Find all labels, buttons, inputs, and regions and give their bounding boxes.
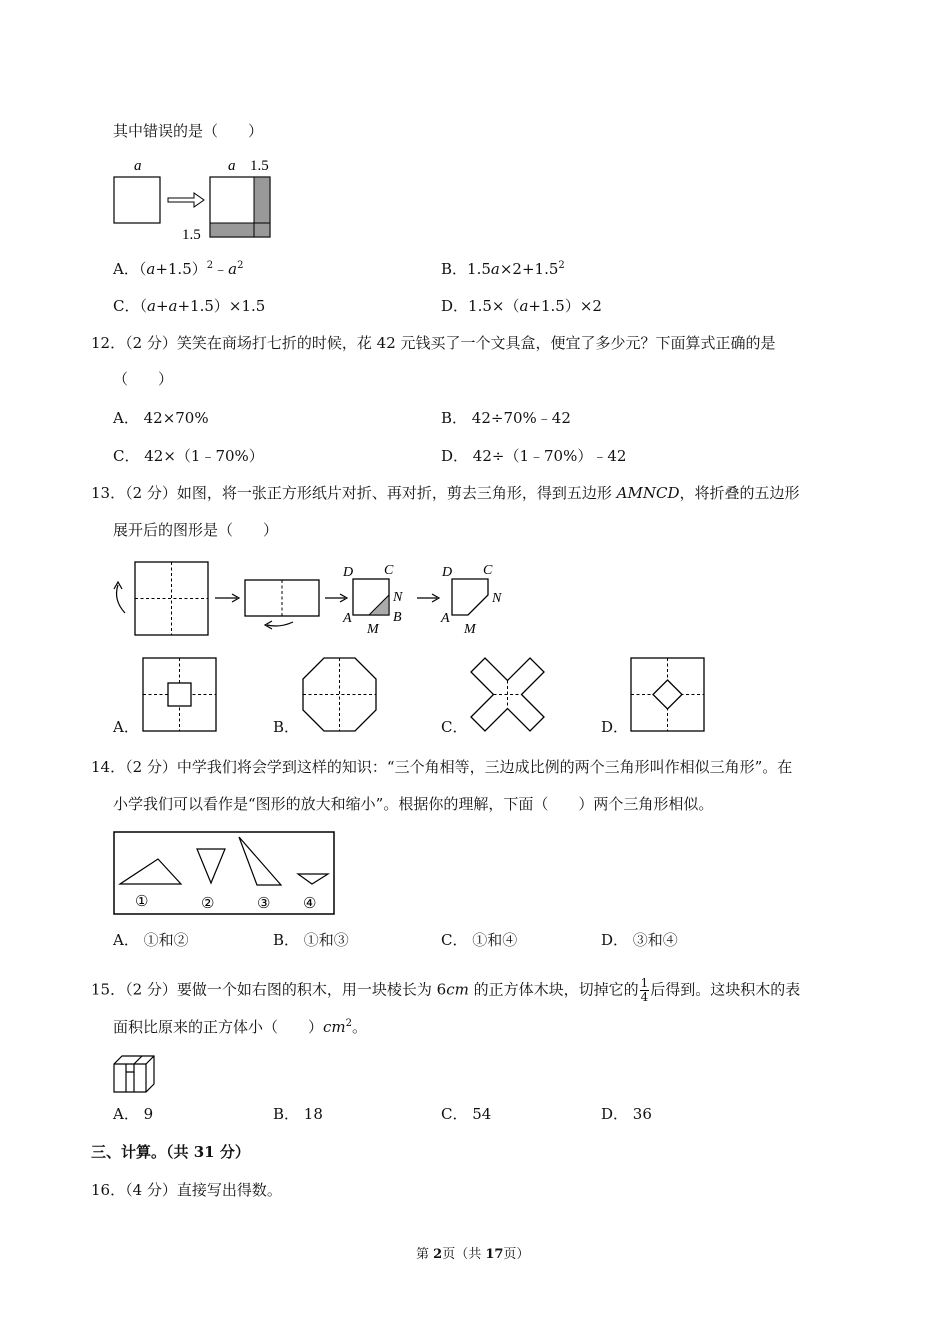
q15-option-a[interactable]: A． 9 (113, 1105, 154, 1123)
q12-stem-line2: （ ） (113, 370, 174, 388)
q11-label-n1: 1.5 (250, 158, 269, 174)
q13-choice-d-figure[interactable] (628, 655, 708, 735)
q11-option-a[interactable]: A．$(a+1.5)^2﹣a^2$ (113, 260, 244, 278)
svg-text:A: A (441, 611, 450, 626)
q11-option-c[interactable]: C．（a+a+1.5）×1.5 (113, 297, 266, 315)
q14-stem-line2: 小学我们可以看作是“图形的放大和缩小”。根据你的理解，下面（ ）两个三角形相似。 (113, 795, 714, 813)
q12-option-c[interactable]: C． 42×（1﹣70%） (113, 447, 264, 465)
svg-text:M: M (464, 622, 476, 637)
fraction: $\frac{1}{4}$ (640, 976, 649, 1004)
q15-option-b[interactable]: B． 18 (273, 1105, 323, 1123)
triangle-label-1: ① (135, 892, 149, 910)
q15-option-c[interactable]: C． 54 (441, 1105, 492, 1123)
q13-option-b[interactable]: B． (273, 718, 300, 736)
q14-option-c[interactable]: C． ①和④ (441, 931, 518, 949)
q13-stem-line1: 13．（2 分）如图，将一张正方形纸片对折、再对折，剪去三角形，得到五边形 AMNCD，将折叠的五边形 (91, 484, 800, 502)
q11-area-figure (110, 155, 280, 245)
svg-text:N: N (393, 590, 403, 605)
svg-text:C: C (384, 563, 394, 578)
q13-stem-line2: 展开后的图形是（ ） (113, 521, 279, 539)
q15-stem-line2: 面积比原来的正方体小（ ）$cm^2$。 (113, 1018, 368, 1036)
q12-option-d[interactable]: D． 42÷（1﹣70%）﹣42 (441, 447, 627, 465)
q12-option-b[interactable]: B． 42÷70%﹣42 (441, 409, 571, 427)
triangle-label-3: ③ (257, 894, 271, 912)
svg-text:B: B (393, 610, 402, 625)
svg-text:D: D (442, 565, 453, 580)
svg-text:C: C (483, 563, 493, 578)
svg-text:D: D (343, 565, 354, 580)
q12-stem-line1: 12．（2 分）笑笑在商场打七折的时候，花 42 元钱买了一个文具盒，便宜了多少元？下面算式正确的是 (91, 334, 776, 352)
q11-option-b[interactable]: B．$1.5a\times 2+1.5^2$ (441, 260, 565, 278)
svg-text:N: N (492, 591, 502, 606)
q15-stem-line1: 15．（2 分）要做一个如右图的积木，用一块棱长为 6cm 的正方体木块，切掉它的 $\frac{1}{4}$ 后得到。这块积木的表 (91, 976, 801, 1004)
section-title: 三、计算。（共 31 分） (91, 1143, 250, 1161)
q14-option-a[interactable]: A． ①和② (113, 931, 189, 949)
q15-option-d[interactable]: D． 36 (601, 1105, 652, 1123)
q15-block-figure (110, 1050, 160, 1098)
q13-folding-diagram (105, 555, 525, 645)
q16-stem: 16．（4 分）直接写出得数。 (91, 1181, 282, 1199)
q11-option-d[interactable]: D．1.5×（a+1.5）×2 (441, 297, 602, 315)
q13-option-c[interactable]: C． (441, 718, 468, 736)
q13-option-d[interactable]: D． (601, 718, 629, 736)
svg-text:M: M (367, 622, 379, 637)
q13-option-a[interactable]: A． (113, 718, 139, 736)
q11-label-a1: a (134, 158, 142, 174)
page-footer: 第 2页（共 17页） (416, 1247, 530, 1262)
svg-text:A: A (343, 611, 352, 626)
q11-stem: 其中错误的是（ ） (113, 122, 264, 140)
q13-choice-a-figure[interactable] (140, 655, 220, 735)
q13-choice-c-figure[interactable] (468, 655, 548, 735)
triangle-label-2: ② (201, 894, 215, 912)
q11-label-a2: a (228, 158, 236, 174)
q14-option-b[interactable]: B． ①和③ (273, 931, 349, 949)
q14-stem-line1: 14．（2 分）中学我们将会学到这样的知识：“三个角相等，三边成比例的两个三角形叫作相似三角形”。在 (91, 758, 793, 776)
q14-triangles-figure (113, 831, 335, 915)
q12-option-a[interactable]: A． 42×70% (113, 409, 209, 427)
triangle-label-4: ④ (303, 894, 317, 912)
q13-choice-b-figure[interactable] (300, 655, 380, 735)
q11-label-n2: 1.5 (182, 227, 201, 243)
q14-option-d[interactable]: D． ③和④ (601, 931, 678, 949)
